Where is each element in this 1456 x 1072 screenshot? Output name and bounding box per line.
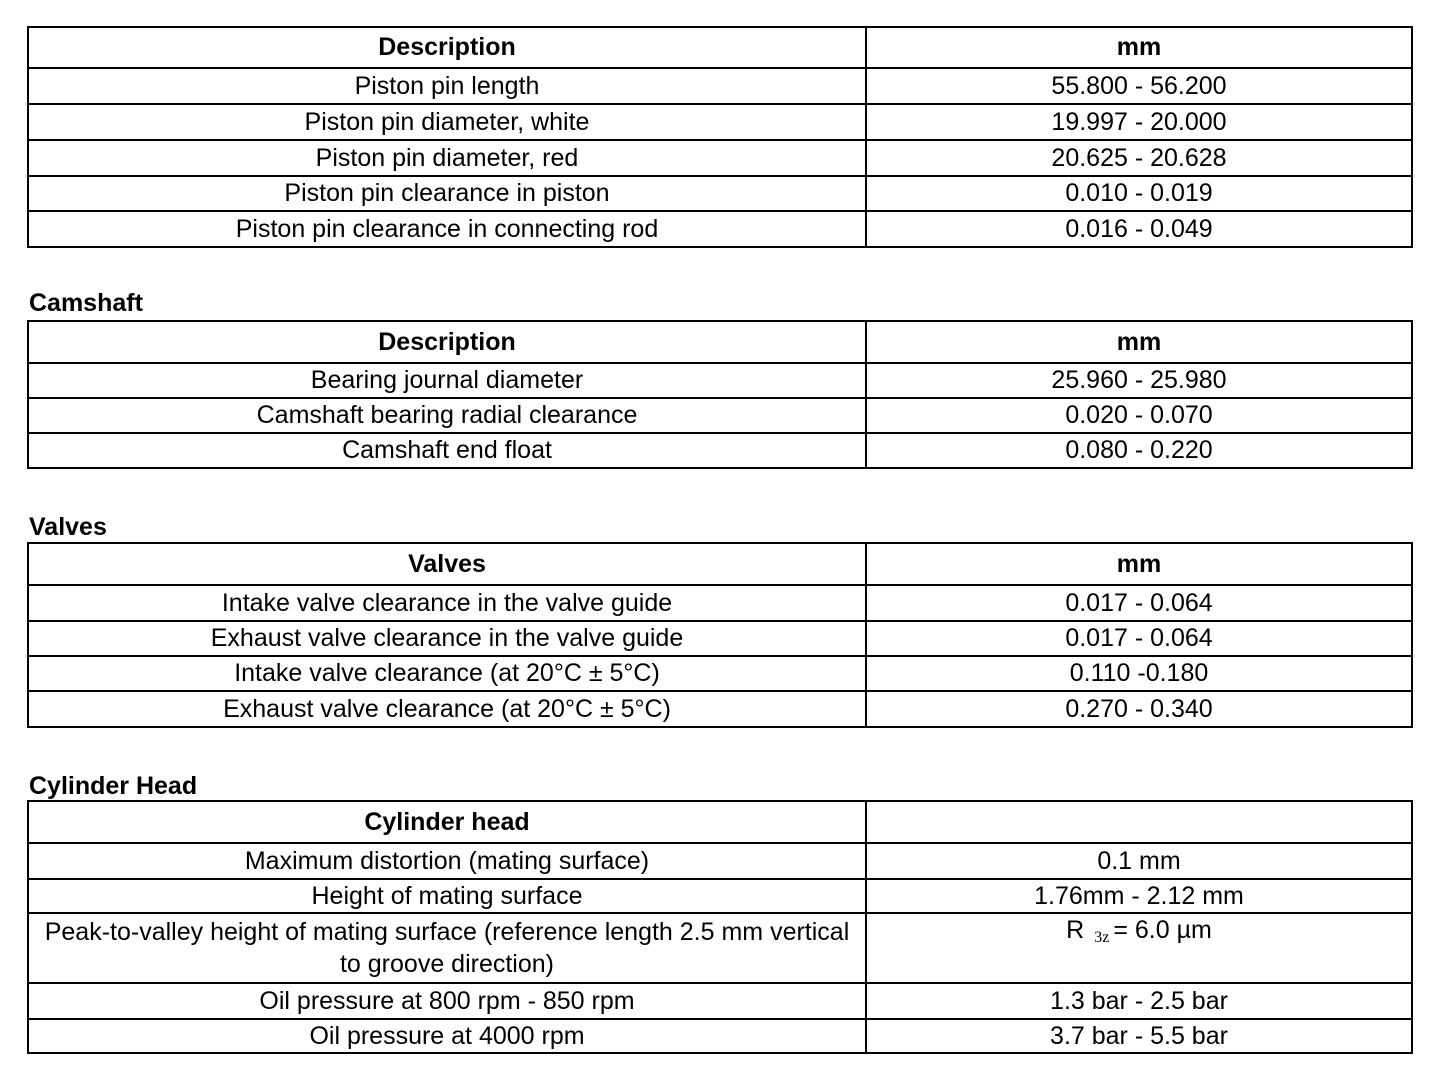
column-header-description: Description	[28, 27, 866, 68]
table-row	[28, 140, 1412, 176]
roughness-subscript: 3z	[1094, 929, 1110, 946]
row-description: Piston pin clearance in piston	[28, 176, 866, 211]
valves-table	[27, 542, 1413, 728]
row-value: 0.017 - 0.064	[866, 585, 1412, 621]
column-header-unit: mm	[866, 543, 1412, 585]
table-row	[28, 433, 1412, 468]
table-row	[28, 363, 1412, 398]
table-row	[28, 913, 1412, 983]
roughness-value: = 6.0 µm	[1113, 916, 1212, 944]
table-row	[28, 104, 1412, 140]
row-description: Camshaft end float	[28, 433, 866, 468]
row-description: Height of mating surface	[28, 879, 866, 913]
table-row	[28, 585, 1412, 621]
row-description: Bearing journal diameter	[28, 363, 866, 398]
section-title-valves: Valves	[29, 513, 107, 541]
row-value: 0.016 - 0.049	[866, 211, 1412, 247]
row-value: 1.3 bar - 2.5 bar	[866, 983, 1412, 1019]
column-header-description: Description	[28, 321, 866, 363]
row-description: Exhaust valve clearance (at 20°C ± 5°C)	[28, 691, 866, 727]
row-description: Piston pin clearance in connecting rod	[28, 211, 866, 247]
cylinder-head-table	[27, 800, 1413, 1054]
table-header-row	[28, 543, 1412, 585]
table-row	[28, 656, 1412, 691]
column-header-unit: mm	[866, 321, 1412, 363]
table-header-row	[28, 801, 1412, 843]
row-value: 0.1 mm	[866, 843, 1412, 879]
row-description: Maximum distortion (mating surface)	[28, 843, 866, 879]
table-row	[28, 691, 1412, 727]
table-header-row	[28, 27, 1412, 68]
table-row	[28, 1019, 1412, 1053]
row-value: 0.010 - 0.019	[866, 176, 1412, 211]
row-description: Piston pin diameter, red	[28, 140, 866, 176]
row-value: 20.625 - 20.628	[866, 140, 1412, 176]
row-description: Oil pressure at 4000 rpm	[28, 1019, 866, 1053]
row-value: 0.270 - 0.340	[866, 691, 1412, 727]
row-description: Intake valve clearance (at 20°C ± 5°C)	[28, 656, 866, 691]
table-row	[28, 211, 1412, 247]
row-description: Piston pin length	[28, 68, 866, 104]
table-row	[28, 621, 1412, 656]
row-description: Peak-to-valley height of mating surface (reference length 2.5 mm vertical to groove direction)	[28, 913, 866, 983]
camshaft-table	[27, 320, 1413, 469]
row-value: 1.76mm - 2.12 mm	[866, 879, 1412, 913]
row-description: Piston pin diameter, white	[28, 104, 866, 140]
piston-pin-table	[27, 26, 1413, 248]
row-value: 55.800 - 56.200	[866, 68, 1412, 104]
row-value: 25.960 - 25.980	[866, 363, 1412, 398]
row-description: Camshaft bearing radial clearance	[28, 398, 866, 433]
table-header-row	[28, 321, 1412, 363]
row-description: Oil pressure at 800 rpm - 850 rpm	[28, 983, 866, 1019]
table-row	[28, 398, 1412, 433]
row-description: Exhaust valve clearance in the valve guide	[28, 621, 866, 656]
row-value: 0.017 - 0.064	[866, 621, 1412, 656]
table-row	[28, 879, 1412, 913]
row-value: 19.997 - 20.000	[866, 104, 1412, 140]
row-value: 0.020 - 0.070	[866, 398, 1412, 433]
table-row	[28, 843, 1412, 879]
table-row	[28, 68, 1412, 104]
row-description: Intake valve clearance in the valve guide	[28, 585, 866, 621]
row-value: 0.110 -0.180	[866, 656, 1412, 691]
section-title-camshaft: Camshaft	[29, 289, 143, 317]
table-row	[28, 176, 1412, 211]
column-header-unit	[866, 801, 1412, 843]
row-value-roughness	[866, 913, 1412, 983]
table-row	[28, 983, 1412, 1019]
row-value: 3.7 bar - 5.5 bar	[866, 1019, 1412, 1053]
column-header-unit: mm	[866, 27, 1412, 68]
column-header-description: Valves	[28, 543, 866, 585]
column-header-description: Cylinder head	[28, 801, 866, 843]
section-title-cylinder-head: Cylinder Head	[29, 772, 198, 800]
roughness-symbol: R	[1066, 916, 1085, 944]
row-value: 0.080 - 0.220	[866, 433, 1412, 468]
